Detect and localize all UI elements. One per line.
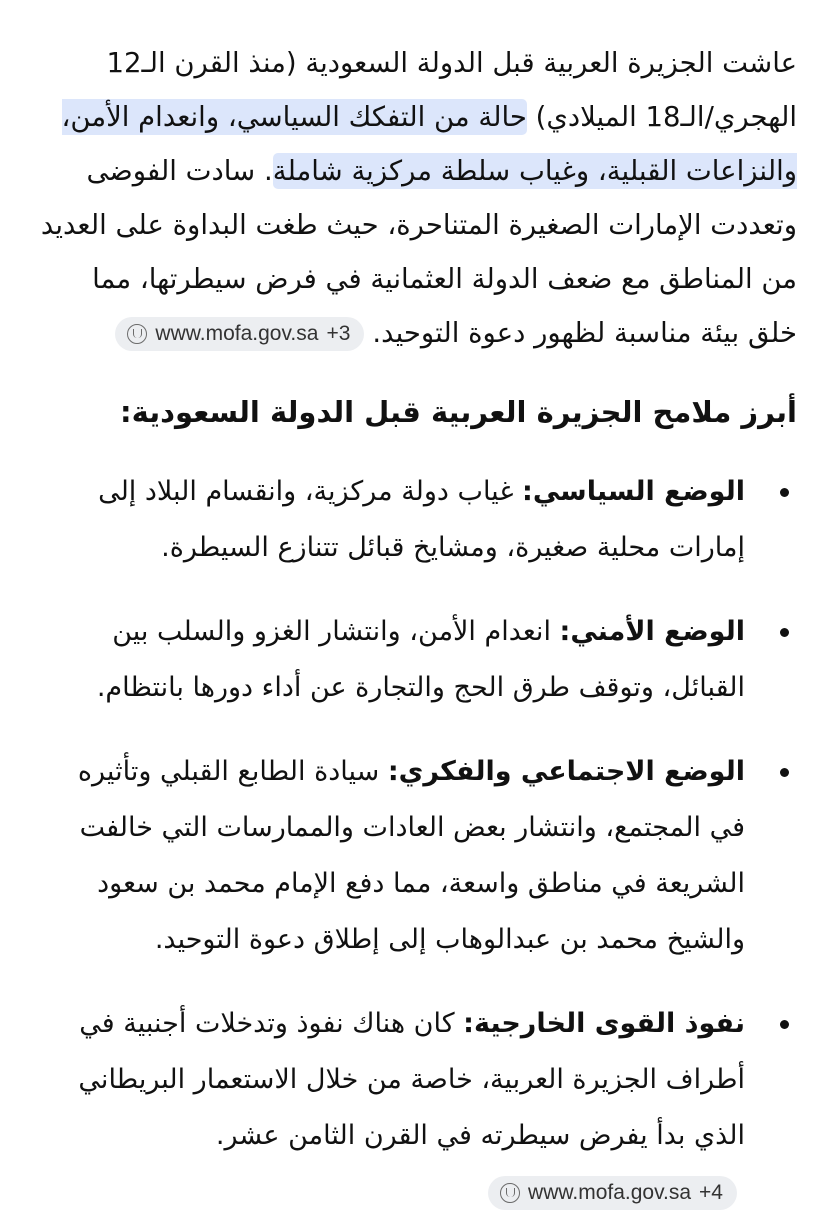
source-chip-mofa-2[interactable] bbox=[488, 1176, 737, 1210]
list-item-text: كان هناك نفوذ وتدخلات أجنبية في أطراف الجزيرة العربية، خاصة من خلال الاستعمار البريطاني الذي بدأ يفرض سيطرته في القرن الثامن عشر. bbox=[78, 1008, 745, 1151]
list-item-title: نفوذ القوى الخارجية: bbox=[463, 1008, 745, 1039]
source-count: +4 bbox=[699, 1180, 723, 1204]
list-item-title: الوضع السياسي: bbox=[522, 476, 745, 507]
intro-text-part2: . سادت الفوضى وتعددت الإمارات الصغيرة المتناحرة، حيث طغت البداوة على العديد من المناطق مع ضعف الدولة العثمانية في فرض سيطرتها، مما خلق بيئة مناسبة لظهور دعوة التوحيد. bbox=[40, 155, 797, 349]
list-item-social bbox=[36, 744, 797, 968]
list-item-text: سيادة الطابع القبلي وتأثيره في المجتمع، وانتشار بعض العادات والممارسات التي خالفت الشريعة في مناطق واسعة، مما دفع الإمام محمد بن سعود والشيخ محمد بن عبدالوهاب إلى إطلاق دعوة التوحيد. bbox=[77, 756, 745, 955]
features-list bbox=[36, 464, 797, 1220]
list-item-text: غياب دولة مركزية، وانقسام البلاد إلى إمارات محلية صغيرة، ومشايخ قبائل تتنازع السيطرة. bbox=[98, 476, 745, 563]
list-item-title: الوضع الاجتماعي والفكري: bbox=[387, 756, 745, 787]
highlighted-text[interactable]: حالة من التفكك السياسي، وانعدام الأمن، والنزاعات القبلية، وغياب سلطة مركزية شاملة bbox=[61, 101, 797, 187]
mofa-emblem-icon bbox=[127, 324, 147, 344]
list-item-security bbox=[36, 604, 797, 716]
list-item-political bbox=[36, 464, 797, 576]
source-chip-mofa-1[interactable] bbox=[115, 317, 364, 351]
list-item-text: انعدام الأمن، وانتشار الغزو والسلب بين القبائل، وتوقف طرق الحج والتجارة عن أداء دورها بانتظام. bbox=[96, 616, 745, 703]
section-heading: أبرز ملامح الجزيرة العربية قبل الدولة السعودية: bbox=[120, 395, 797, 429]
list-item-foreign bbox=[36, 996, 797, 1220]
intro-text-part1: عاشت الجزيرة العربية قبل الدولة السعودية (منذ القرن الـ12 الهجري/الـ18 الميلادي) bbox=[106, 47, 797, 133]
source-count: +3 bbox=[326, 322, 351, 345]
list-item-title: الوضع الأمني: bbox=[559, 616, 745, 647]
source-domain: www.mofa.gov.sa bbox=[528, 1180, 692, 1204]
intro-paragraph bbox=[36, 36, 797, 360]
source-domain: www.mofa.gov.sa bbox=[155, 322, 319, 345]
